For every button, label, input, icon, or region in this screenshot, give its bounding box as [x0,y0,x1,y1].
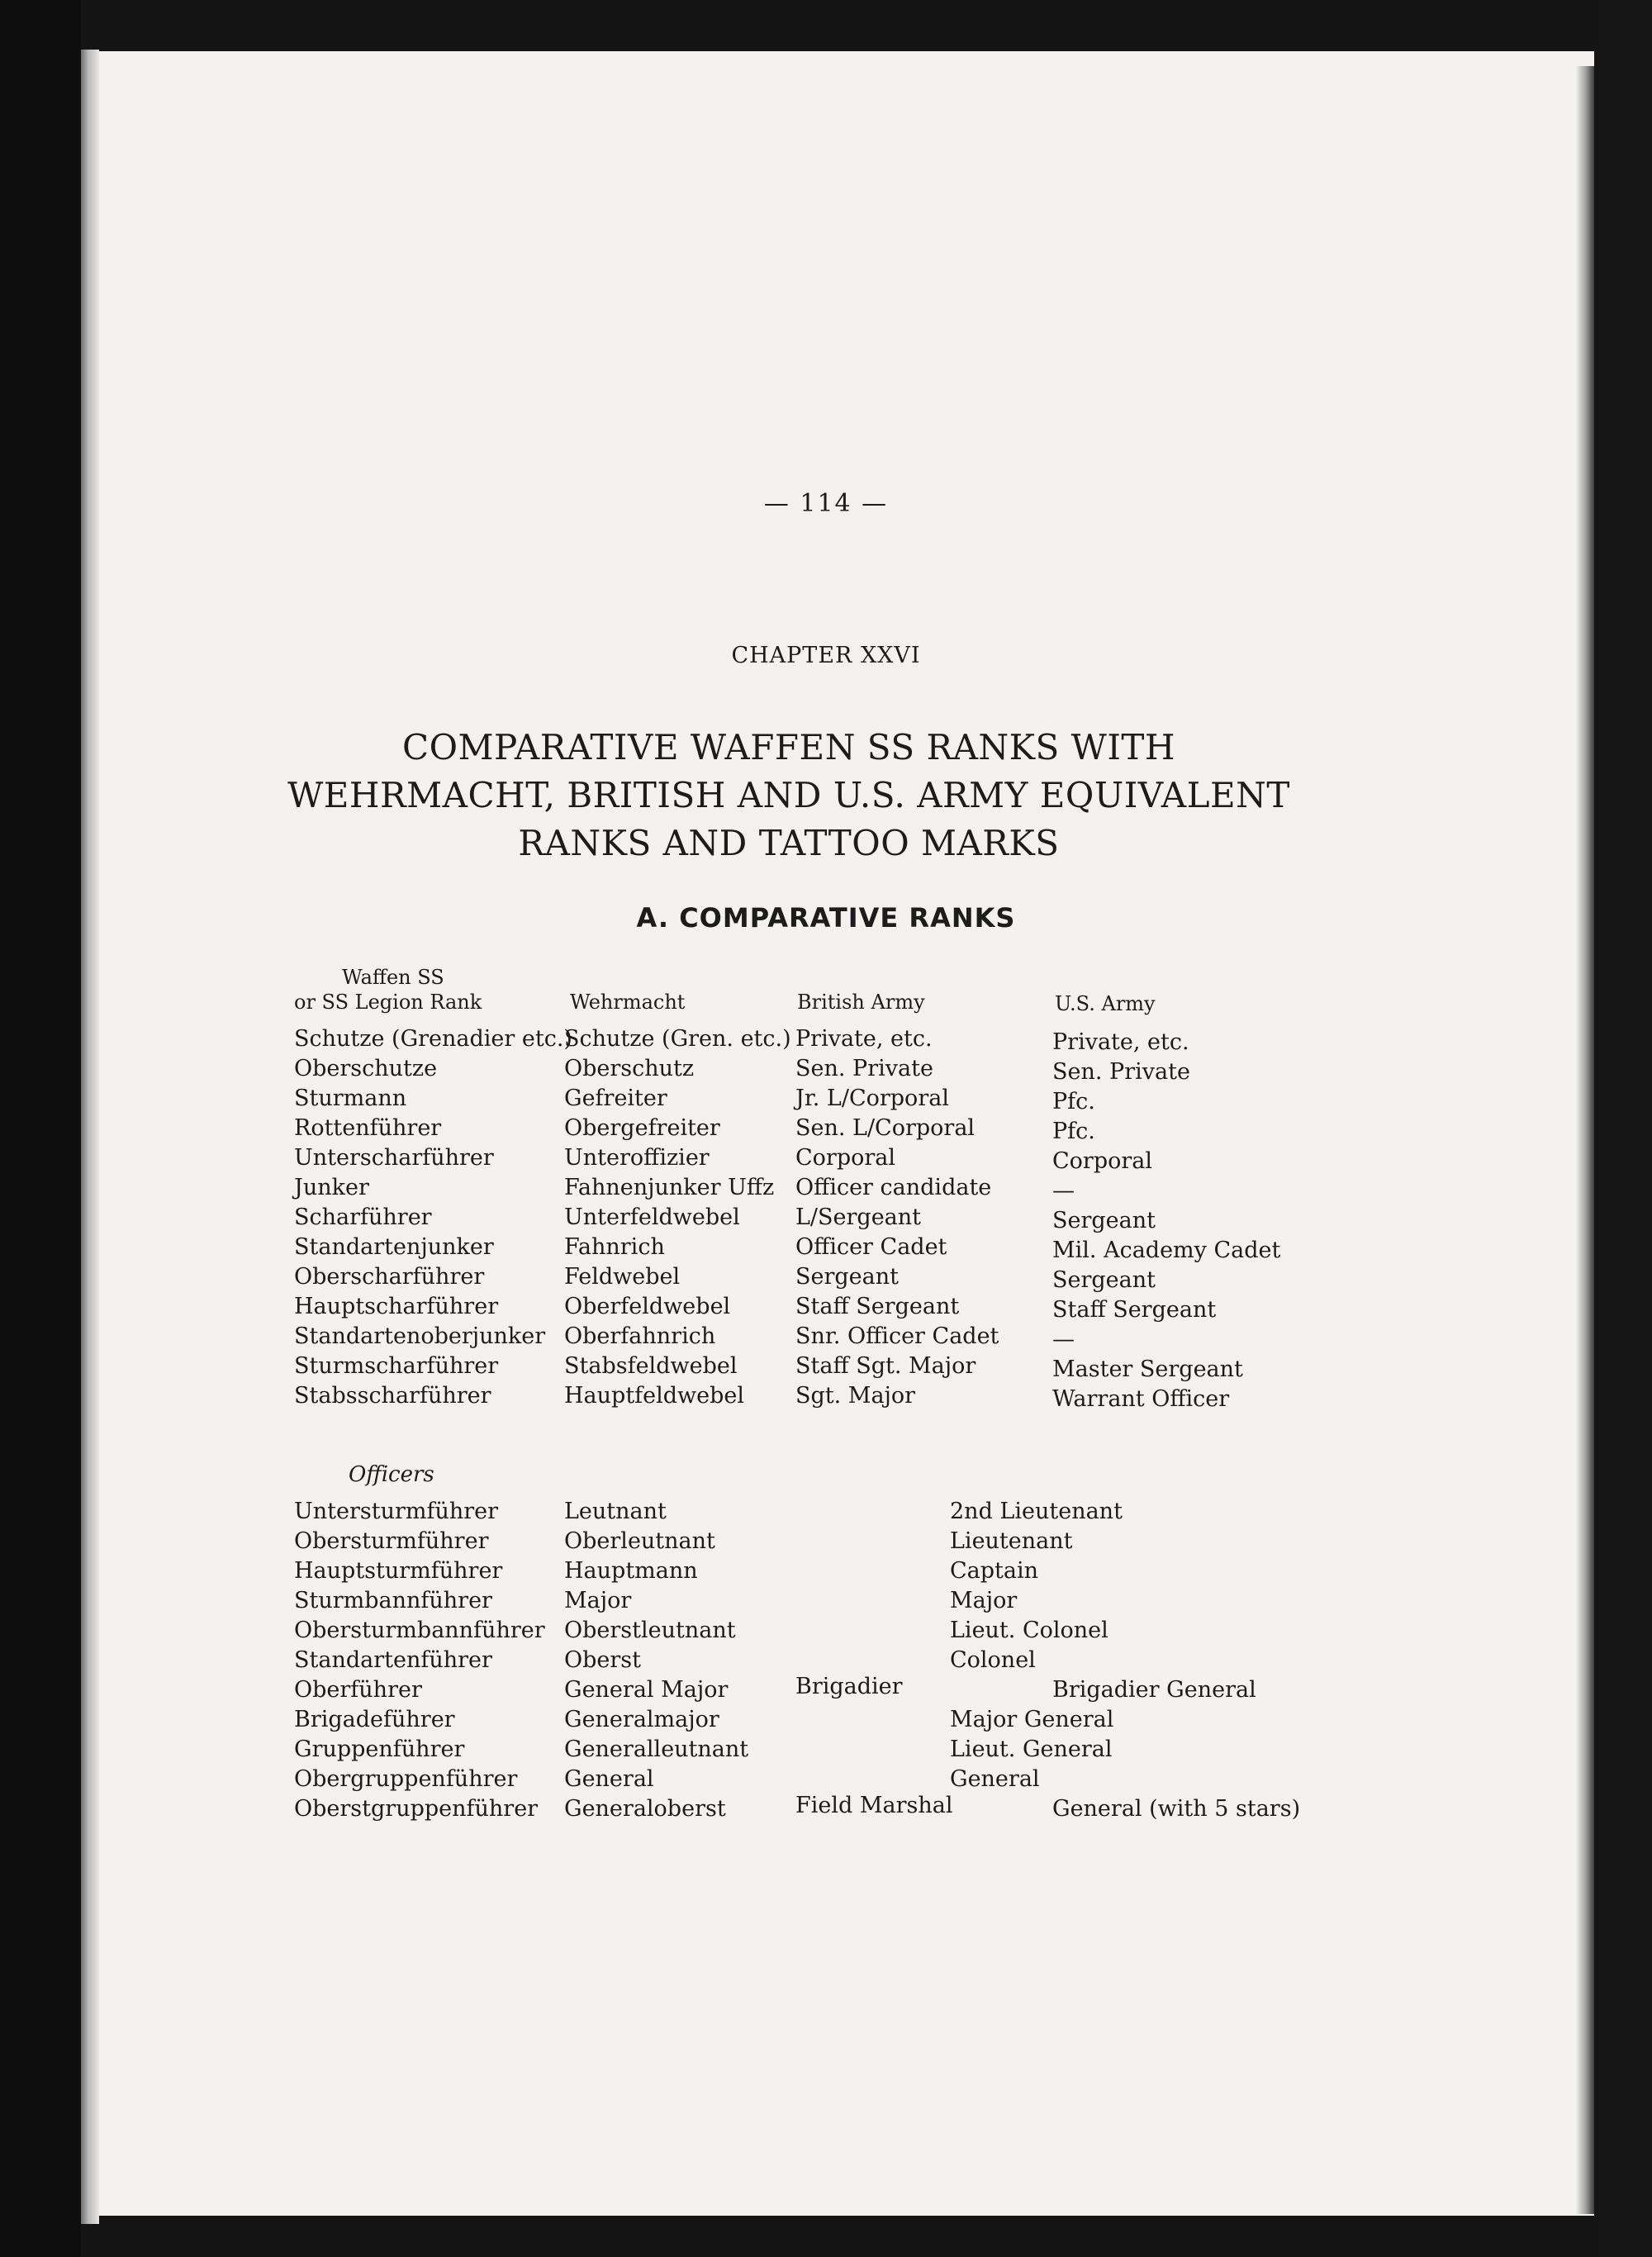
us-rank-cell: Pfc. [1052,1119,1095,1144]
us-officer-rank-cell: Lieutenant [950,1528,1073,1554]
us-officer-rank-cell: Colonel [950,1647,1036,1673]
wehrmacht-rank-cell: Stabsfeldwebel [564,1353,738,1379]
column-us-officer-ranks [950,1497,1300,1824]
british-rank-cell: Sen. L/Corporal [795,1115,976,1141]
wehrmacht-officer-rank-cell: General [564,1766,654,1792]
wehrmacht-officer-rank-cell: Generaloberst [564,1796,726,1822]
wehrmacht-rank-cell: Oberfahnrich [564,1323,716,1349]
british-rank-cell: Private, etc. [795,1026,933,1052]
column-wehrmacht-ranks [564,1024,791,1411]
waffen-ss-rank-cell: Standartenjunker [294,1234,494,1260]
us-rank-cell: — [1052,1178,1075,1204]
british-rank-cell: Officer candidate [795,1175,992,1200]
waffen-ss-rank-cell: Oberscharführer [294,1264,485,1290]
us-rank-cell: Sergeant [1052,1267,1156,1293]
british-officer-rank-cell [795,1732,952,1761]
waffen-ss-officer-rank-cell: Obersturmbannführer [294,1618,545,1643]
page-number: — 114 — [763,489,889,518]
wehrmacht-rank-cell: Oberfeldwebel [564,1294,731,1319]
waffen-ss-officer-rank-cell: Gruppenführer [294,1737,465,1762]
british-officer-rank-cell [795,1761,952,1791]
british-rank-cell: L/Sergeant [795,1205,922,1230]
waffen-ss-rank-cell: Unterscharführer [294,1145,494,1171]
british-rank-cell: Sen. Private [795,1056,933,1081]
british-rank-cell: Staff Sgt. Major [795,1353,976,1379]
us-rank-cell: Staff Sergeant [1052,1297,1217,1323]
wehrmacht-officer-rank-cell: Generalleutnant [564,1737,749,1762]
scan-border-left [0,0,81,2257]
waffen-ss-rank-cell: Junker [294,1175,369,1200]
us-officer-rank-cell: Lieut. Colonel [950,1618,1108,1643]
british-rank-cell: Jr. L/Corporal [795,1086,949,1111]
us-rank-cell: Sergeant [1052,1208,1156,1233]
us-rank-cell: Warrant Officer [1052,1386,1230,1412]
waffen-ss-rank-cell: Scharführer [294,1205,432,1230]
waffen-ss-officer-rank-cell: Obergruppenführer [294,1766,518,1792]
british-rank-cell: Snr. Officer Cadet [795,1323,999,1349]
waffen-ss-rank-cell: Rottenführer [294,1115,442,1141]
wehrmacht-rank-cell: Fahnrich [564,1234,665,1260]
waffen-ss-officer-rank-cell: Obersturmführer [294,1528,489,1554]
wehrmacht-rank-cell: Hauptfeldwebel [564,1383,745,1409]
wehrmacht-rank-cell: Unterfeldwebel [564,1205,740,1230]
page-edge-right [1576,66,1594,2214]
us-rank-cell: Pfc. [1052,1089,1095,1114]
header-waffen-ss-line1: Waffen SS [342,966,444,989]
column-british-officer-ranks [795,1672,952,1821]
waffen-ss-officer-rank-cell: Untersturmführer [294,1499,499,1524]
us-rank-cell: Private, etc. [1052,1029,1189,1055]
wehrmacht-rank-cell: Feldwebel [564,1264,681,1290]
british-officer-rank-cell [795,1702,952,1732]
column-wehrmacht-officer-ranks [564,1497,748,1824]
us-rank-cell: Corporal [1052,1148,1152,1174]
british-rank-cell: Sgt. Major [795,1383,916,1409]
column-us-ranks [1052,1028,1280,1414]
british-officer-rank-cell: Brigadier [795,1674,903,1699]
header-waffen-ss-line2: or SS Legion Rank [294,991,482,1014]
us-officer-rank-cell: General (with 5 stars) [1052,1796,1301,1822]
wehrmacht-rank-cell: Unteroffizier [564,1145,710,1171]
us-officer-rank-cell: Major [950,1588,1018,1613]
waffen-ss-rank-cell: Oberschutze [294,1056,438,1081]
waffen-ss-officer-rank-cell: Brigadeführer [294,1707,455,1732]
scan-border-right [1594,0,1652,2257]
wehrmacht-officer-rank-cell: Generalmajor [564,1707,719,1732]
british-rank-cell: Corporal [795,1145,895,1171]
page-edge-left [81,50,99,2224]
header-waffen-ss [294,965,482,1014]
column-british-ranks [795,1024,999,1411]
officers-subheading: Officers [349,1462,434,1487]
british-rank-cell: Officer Cadet [795,1234,947,1260]
us-officer-rank-cell: General [950,1766,1040,1792]
waffen-ss-rank-cell: Schutze (Grenadier etc.) [294,1026,572,1052]
wehrmacht-rank-cell: Schutze (Gren. etc.) [564,1026,791,1052]
british-rank-cell: Sergeant [795,1264,899,1290]
wehrmacht-officer-rank-cell: Oberstleutnant [564,1618,736,1643]
us-rank-cell: — [1052,1327,1075,1352]
wehrmacht-rank-cell: Oberschutz [564,1056,695,1081]
header-british-army: British Army [797,991,925,1014]
wehrmacht-rank-cell: Obergefreiter [564,1115,720,1141]
wehrmacht-officer-rank-cell: Leutnant [564,1499,667,1524]
waffen-ss-rank-cell: Sturmann [294,1086,407,1111]
waffen-ss-rank-cell: Standartenoberjunker [294,1323,546,1349]
waffen-ss-rank-cell: Hauptscharführer [294,1294,499,1319]
header-wehrmacht: Wehrmacht [570,991,686,1014]
wehrmacht-officer-rank-cell: Oberst [564,1647,642,1673]
column-waffen-ss-officer-ranks [294,1497,545,1824]
us-officer-rank-cell: Lieut. General [950,1737,1113,1762]
chapter-heading: CHAPTER XXVI [731,643,921,668]
scan-border-bottom [0,2216,1652,2257]
us-rank-cell: Mil. Academy Cadet [1052,1238,1281,1263]
column-waffen-ss-ranks [294,1024,572,1411]
wehrmacht-rank-cell: Fahnenjunker Uffz [564,1175,775,1200]
waffen-ss-officer-rank-cell: Hauptsturmführer [294,1558,503,1584]
waffen-ss-rank-cell: Stabsscharführer [294,1383,491,1409]
wehrmacht-officer-rank-cell: Oberleutnant [564,1528,715,1554]
us-officer-rank-cell: 2nd Lieutenant [950,1499,1123,1524]
us-officer-rank-cell: Brigadier General [1052,1677,1256,1703]
page-title: COMPARATIVE WAFFEN SS RANKS WITH WEHRMACHT, BRITISH AND U.S. ARMY EQUIVALENT RANKS AND TATTOO MARKS [287,727,1290,863]
wehrmacht-rank-cell: Gefreiter [564,1086,667,1111]
section-heading: A. COMPARATIVE RANKS [636,902,1016,934]
waffen-ss-officer-rank-cell: Standartenführer [294,1647,492,1673]
wehrmacht-officer-rank-cell: General Major [564,1677,729,1703]
us-rank-cell: Sen. Private [1052,1059,1190,1085]
british-officer-rank-cell: Field Marshal [795,1793,953,1818]
scan-border-top [0,0,1652,51]
waffen-ss-rank-cell: Sturmscharführer [294,1353,499,1379]
us-rank-cell: Master Sergeant [1052,1357,1243,1382]
header-us-army: U.S. Army [1055,992,1156,1015]
waffen-ss-officer-rank-cell: Oberstgruppenführer [294,1796,539,1822]
waffen-ss-officer-rank-cell: Sturmbannführer [294,1588,492,1613]
us-officer-rank-cell: Major General [950,1707,1114,1732]
british-rank-cell: Staff Sergeant [795,1294,960,1319]
wehrmacht-officer-rank-cell: Major [564,1588,632,1613]
us-officer-rank-cell: Captain [950,1558,1039,1584]
wehrmacht-officer-rank-cell: Hauptmann [564,1558,698,1584]
waffen-ss-officer-rank-cell: Oberführer [294,1677,422,1703]
